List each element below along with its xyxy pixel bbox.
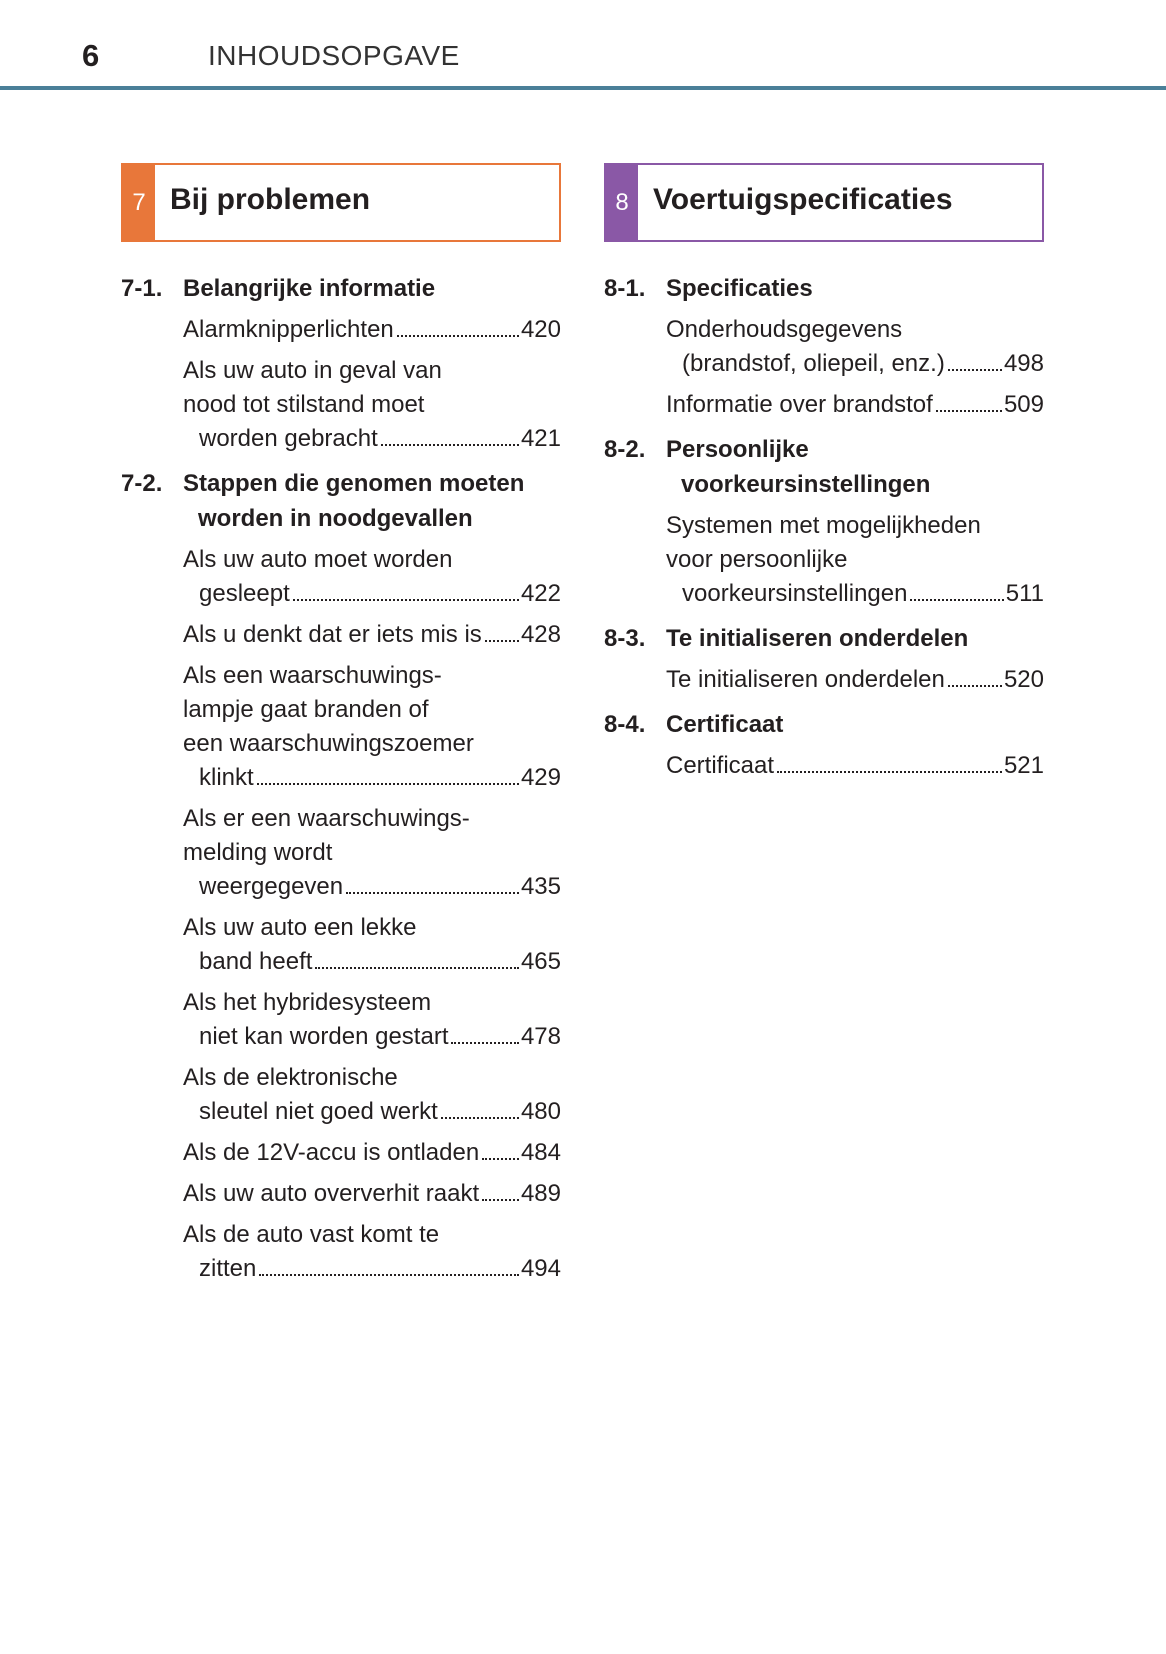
toc-entry-line: Als de elektronische — [183, 1064, 398, 1091]
section-number: 7 — [123, 165, 155, 240]
toc-entry-lines — [183, 543, 561, 577]
dot-leader — [936, 410, 1002, 412]
page-title: INHOUDSOPGAVE — [208, 40, 460, 71]
toc-entry[interactable] — [666, 509, 1044, 611]
dot-leader — [293, 599, 519, 601]
dot-leader — [346, 892, 519, 894]
page-ref: 420 — [520, 316, 561, 343]
subsection-heading[interactable] — [604, 271, 1044, 306]
toc-entry-lines — [183, 911, 561, 945]
toc-entry[interactable] — [183, 911, 561, 979]
toc-entry-last-line — [183, 1136, 561, 1170]
subsection-title: Specificaties — [666, 275, 813, 302]
dot-leader — [451, 1042, 518, 1044]
toc-entry-last-line — [183, 313, 561, 347]
toc-entry-last-line — [666, 347, 1044, 381]
toc-entry[interactable] — [183, 618, 561, 652]
dot-leader — [777, 771, 1002, 773]
toc-entry-last-line — [183, 870, 561, 904]
toc-entry-text: Certificaat — [666, 752, 775, 779]
toc-entry-last-line — [183, 1177, 561, 1211]
toc-entry-line: nood tot stilstand moet — [183, 391, 425, 418]
toc-entry-text: Alarmknipperlichten — [183, 316, 394, 343]
dot-leader — [485, 640, 519, 642]
toc-entry-last-line — [183, 422, 561, 456]
toc-entry-line: Onderhoudsgegevens — [666, 316, 903, 343]
section-title: Voertuigspecificaties — [653, 183, 953, 216]
toc-entry-line: Als er een waarschuwings- — [183, 805, 470, 832]
toc-entry-text: Als u denkt dat er iets mis is — [183, 621, 482, 648]
dot-leader — [910, 599, 1003, 601]
toc-entry[interactable] — [183, 543, 561, 611]
toc-entry[interactable] — [666, 749, 1044, 783]
toc-entry[interactable] — [183, 986, 561, 1054]
toc-entry-text: Informatie over brandstof — [666, 391, 933, 418]
page-ref: 489 — [520, 1180, 561, 1207]
page-ref: 484 — [520, 1139, 561, 1166]
toc-entry-lines — [183, 802, 561, 870]
toc-entry[interactable] — [183, 313, 561, 347]
toc-entry-text: niet kan worden gestart — [199, 1023, 449, 1050]
subsection-title: Certificaat — [666, 711, 784, 738]
toc-entry-text: Als uw auto oververhit raakt — [183, 1180, 480, 1207]
toc-entry-last-line — [183, 1095, 561, 1129]
toc-entry-text: klinkt — [199, 764, 254, 791]
page-ref: 478 — [520, 1023, 561, 1050]
toc-entry-text: gesleept — [199, 580, 290, 607]
page-number: 6 — [82, 38, 100, 73]
toc-entry[interactable] — [666, 663, 1044, 697]
page-ref: 521 — [1003, 752, 1044, 779]
dot-leader — [482, 1158, 519, 1160]
subsection-number: 8-1. — [604, 275, 646, 302]
dot-leader — [397, 335, 519, 337]
toc-entry-text: voorkeursinstellingen — [682, 580, 908, 607]
toc-entry-line: melding wordt — [183, 839, 333, 866]
toc-entry-line: voor persoonlijke — [666, 546, 848, 573]
subsection-heading[interactable] — [604, 707, 1044, 742]
subsection-number: 7-2. — [121, 470, 163, 497]
page-ref: 465 — [520, 948, 561, 975]
toc-entry-text: worden gebracht — [199, 425, 378, 452]
page-header — [0, 0, 1166, 92]
toc-entry-lines — [666, 509, 1044, 577]
toc-entry[interactable] — [183, 354, 561, 456]
toc-column-section-7 — [121, 163, 561, 1286]
toc-entry-text: sleutel niet goed werkt — [199, 1098, 438, 1125]
page-ref: 494 — [520, 1255, 561, 1282]
toc-entry-last-line — [183, 618, 561, 652]
page-ref: 480 — [520, 1098, 561, 1125]
subsection-number: 8-2. — [604, 436, 646, 463]
toc-entry-line: Als een waarschuwings- — [183, 662, 442, 689]
subsection-title: Stappen die genomen moeten worden in noodgevallen — [183, 470, 525, 532]
toc-entry-last-line — [666, 749, 1044, 783]
subsection-number: 8-3. — [604, 625, 646, 652]
toc-entry[interactable] — [183, 1061, 561, 1129]
toc-entry-lines — [666, 313, 1044, 347]
page-ref: 429 — [520, 764, 561, 791]
section-8-header[interactable] — [604, 163, 1044, 242]
toc-entry-last-line — [183, 1252, 561, 1286]
subsection-heading[interactable] — [121, 271, 561, 306]
toc-entry-text: Als de 12V-accu is ontladen — [183, 1139, 480, 1166]
toc-entry-line: Als uw auto een lekke — [183, 914, 417, 941]
toc-entry-last-line — [666, 388, 1044, 422]
subsection-title: Persoonlijke voorkeursinstellingen — [666, 436, 931, 498]
toc-entry-line: Als uw auto in geval van — [183, 357, 442, 384]
subsection-title: Belangrijke informatie — [183, 275, 436, 302]
toc-entry-line: lampje gaat branden of — [183, 696, 429, 723]
toc-entry-text: Te initialiseren onderdelen — [666, 666, 945, 693]
subsection-number: 7-1. — [121, 275, 163, 302]
toc-entry-line: Als uw auto moet worden — [183, 546, 453, 573]
dot-leader — [948, 369, 1002, 371]
toc-entry-text: band heeft — [199, 948, 313, 975]
subsection-heading[interactable] — [121, 466, 561, 536]
page-ref: 520 — [1003, 666, 1044, 693]
page-ref: 509 — [1003, 391, 1044, 418]
toc-entry[interactable] — [183, 1218, 561, 1286]
dot-leader — [381, 444, 519, 446]
toc-entry-line: Als het hybridesysteem — [183, 989, 432, 1016]
toc-entry-lines — [183, 986, 561, 1020]
section-8-contents — [604, 271, 1044, 783]
toc-entry-last-line — [666, 577, 1044, 611]
page-ref: 421 — [520, 425, 561, 452]
header-rule — [0, 86, 1166, 90]
toc-entry[interactable] — [666, 313, 1044, 381]
toc-entry-last-line — [183, 945, 561, 979]
toc-entry-line: Als de auto vast komt te — [183, 1221, 440, 1248]
toc-entry-last-line — [183, 1020, 561, 1054]
toc-entry-lines — [183, 1218, 561, 1252]
subsection-number: 8-4. — [604, 711, 646, 738]
section-title: Bij problemen — [170, 183, 371, 216]
toc-entry-text: weergegeven — [199, 873, 344, 900]
dot-leader — [315, 967, 519, 969]
subsection-heading[interactable] — [604, 621, 1044, 656]
dot-leader — [441, 1117, 519, 1119]
toc-entry-last-line — [183, 761, 561, 795]
toc-entry[interactable] — [183, 659, 561, 795]
toc-entry-line: Systemen met mogelijkheden — [666, 512, 981, 539]
toc-entry-text: zitten — [199, 1255, 257, 1282]
section-7-contents — [121, 271, 561, 1286]
page-ref: 422 — [520, 580, 561, 607]
page-ref: 435 — [520, 873, 561, 900]
dot-leader — [259, 1274, 519, 1276]
toc-entry[interactable] — [666, 388, 1044, 422]
toc-entry[interactable] — [183, 1136, 561, 1170]
section-number: 8 — [606, 165, 638, 240]
subsection-heading[interactable] — [604, 432, 1044, 502]
toc-entry-line: een waarschuwingszoemer — [183, 730, 474, 757]
dot-leader — [948, 685, 1002, 687]
page-ref: 511 — [1005, 580, 1044, 607]
toc-column-section-8 — [604, 163, 1044, 783]
dot-leader — [257, 783, 519, 785]
toc-entry[interactable] — [183, 1177, 561, 1211]
toc-entry-last-line — [666, 663, 1044, 697]
toc-entry-text: (brandstof, oliepeil, enz.) — [682, 350, 945, 377]
toc-entry-last-line — [183, 577, 561, 611]
dot-leader — [482, 1199, 519, 1201]
toc-entry-lines — [183, 1061, 561, 1095]
page-ref: 498 — [1003, 350, 1044, 377]
toc-entry[interactable] — [183, 802, 561, 904]
page-ref: 428 — [520, 621, 561, 648]
toc-entry-lines — [183, 659, 561, 761]
subsection-title: Te initialiseren onderdelen — [666, 625, 969, 652]
toc-entry-lines — [183, 354, 561, 422]
section-7-header[interactable] — [121, 163, 561, 242]
